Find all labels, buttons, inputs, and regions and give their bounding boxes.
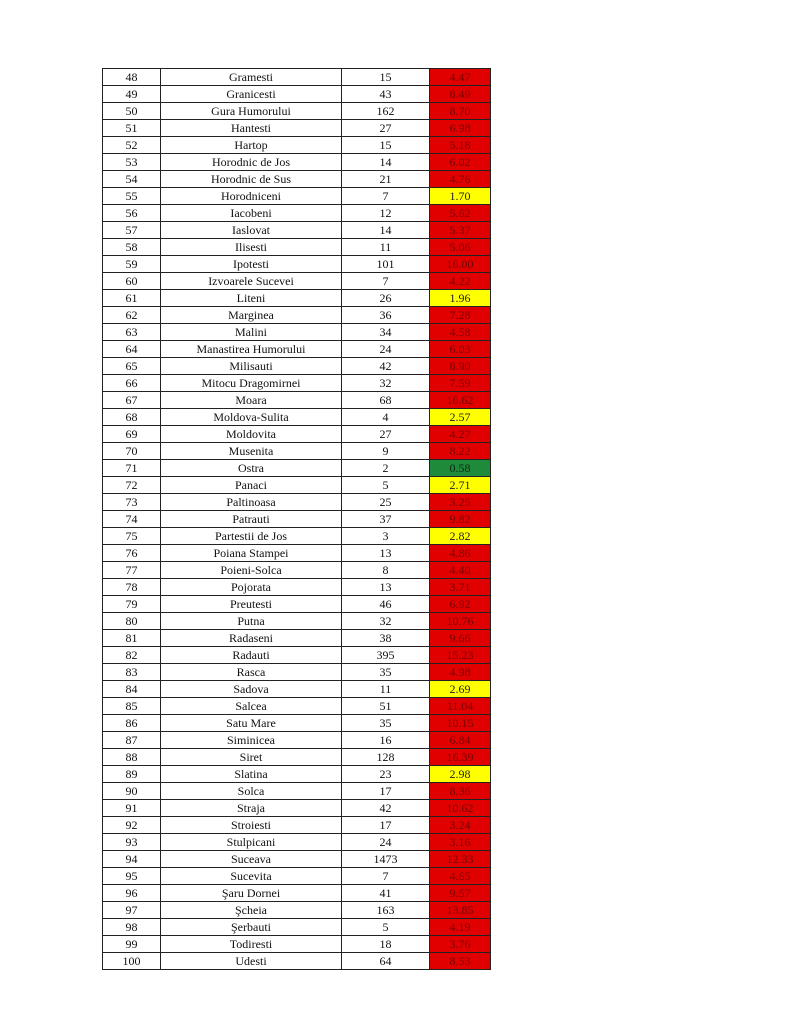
locality-name-cell: Iaslovat: [161, 222, 342, 239]
incidence-rate-cell: 9.66: [430, 630, 491, 647]
row-number-cell: 82: [103, 647, 161, 664]
locality-name-cell: Ilisesti: [161, 239, 342, 256]
data-table-container: [102, 68, 491, 970]
incidence-rate-cell: 8.36: [430, 783, 491, 800]
case-count-cell: 17: [342, 783, 430, 800]
incidence-rate-cell: 8.70: [430, 103, 491, 120]
locality-name-cell: Horodniceni: [161, 188, 342, 205]
incidence-rate-cell: 3.25: [430, 494, 491, 511]
table-row: [103, 120, 491, 137]
table-row: [103, 477, 491, 494]
table-row: [103, 409, 491, 426]
locality-name-cell: Gramesti: [161, 69, 342, 86]
locality-name-cell: Solca: [161, 783, 342, 800]
incidence-rate-cell: 5.18: [430, 137, 491, 154]
table-row: [103, 715, 491, 732]
locality-name-cell: Mitocu Dragomirnei: [161, 375, 342, 392]
locality-name-cell: Moldovita: [161, 426, 342, 443]
table-row: [103, 307, 491, 324]
table-row: [103, 324, 491, 341]
locality-name-cell: Malini: [161, 324, 342, 341]
incidence-rate-cell: 10.76: [430, 613, 491, 630]
locality-name-cell: Siminicea: [161, 732, 342, 749]
row-number-cell: 77: [103, 562, 161, 579]
table-row: [103, 596, 491, 613]
row-number-cell: 92: [103, 817, 161, 834]
row-number-cell: 55: [103, 188, 161, 205]
table-row: [103, 851, 491, 868]
case-count-cell: 7: [342, 273, 430, 290]
locality-name-cell: Hantesti: [161, 120, 342, 137]
locality-name-cell: Todiresti: [161, 936, 342, 953]
table-row: [103, 426, 491, 443]
table-row: [103, 834, 491, 851]
case-count-cell: 43: [342, 86, 430, 103]
incidence-rate-cell: 2.71: [430, 477, 491, 494]
row-number-cell: 87: [103, 732, 161, 749]
case-count-cell: 2: [342, 460, 430, 477]
case-count-cell: 5: [342, 477, 430, 494]
incidence-rate-cell: 8.53: [430, 953, 491, 970]
incidence-rate-cell: 1.96: [430, 290, 491, 307]
case-count-cell: 24: [342, 834, 430, 851]
row-number-cell: 78: [103, 579, 161, 596]
case-count-cell: 35: [342, 664, 430, 681]
incidence-rate-cell: 9.82: [430, 511, 491, 528]
case-count-cell: 24: [342, 341, 430, 358]
incidence-rate-cell: 4.47: [430, 69, 491, 86]
table-row: [103, 222, 491, 239]
incidence-rate-cell: 2.57: [430, 409, 491, 426]
case-count-cell: 7: [342, 188, 430, 205]
incidence-rate-cell: 4.19: [430, 919, 491, 936]
incidence-rate-cell: 2.69: [430, 681, 491, 698]
table-row: [103, 800, 491, 817]
case-count-cell: 42: [342, 358, 430, 375]
incidence-rate-cell: 4.22: [430, 273, 491, 290]
locality-name-cell: Şaru Dornei: [161, 885, 342, 902]
table-row: [103, 953, 491, 970]
locality-name-cell: Radauti: [161, 647, 342, 664]
locality-name-cell: Suceava: [161, 851, 342, 868]
case-count-cell: 7: [342, 868, 430, 885]
locality-name-cell: Stroiesti: [161, 817, 342, 834]
incidence-rate-cell: 6.02: [430, 154, 491, 171]
row-number-cell: 59: [103, 256, 161, 273]
row-number-cell: 69: [103, 426, 161, 443]
incidence-rate-cell: 3.16: [430, 834, 491, 851]
row-number-cell: 62: [103, 307, 161, 324]
incidence-rate-cell: 3.71: [430, 579, 491, 596]
case-count-cell: 13: [342, 579, 430, 596]
locality-name-cell: Izvoarele Sucevei: [161, 273, 342, 290]
incidence-rate-cell: 9.57: [430, 885, 491, 902]
locality-name-cell: Sucevita: [161, 868, 342, 885]
case-count-cell: 8: [342, 562, 430, 579]
locality-name-cell: Musenita: [161, 443, 342, 460]
row-number-cell: 95: [103, 868, 161, 885]
row-number-cell: 52: [103, 137, 161, 154]
table-row: [103, 511, 491, 528]
case-count-cell: 25: [342, 494, 430, 511]
incidence-rate-cell: 4.98: [430, 664, 491, 681]
row-number-cell: 50: [103, 103, 161, 120]
locality-name-cell: Partestii de Jos: [161, 528, 342, 545]
case-count-cell: 13: [342, 545, 430, 562]
locality-name-cell: Panaci: [161, 477, 342, 494]
row-number-cell: 70: [103, 443, 161, 460]
case-count-cell: 15: [342, 137, 430, 154]
row-number-cell: 96: [103, 885, 161, 902]
locality-name-cell: Pojorata: [161, 579, 342, 596]
table-row: [103, 239, 491, 256]
case-count-cell: 37: [342, 511, 430, 528]
locality-name-cell: Slatina: [161, 766, 342, 783]
row-number-cell: 64: [103, 341, 161, 358]
locality-name-cell: Liteni: [161, 290, 342, 307]
table-row: [103, 562, 491, 579]
row-number-cell: 94: [103, 851, 161, 868]
row-number-cell: 66: [103, 375, 161, 392]
row-number-cell: 48: [103, 69, 161, 86]
table-row: [103, 86, 491, 103]
locality-name-cell: Ipotesti: [161, 256, 342, 273]
locality-name-cell: Patrauti: [161, 511, 342, 528]
incidence-rate-cell: 16.00: [430, 256, 491, 273]
case-count-cell: 32: [342, 613, 430, 630]
table-row: [103, 392, 491, 409]
locality-name-cell: Moara: [161, 392, 342, 409]
incidence-rate-cell: 1.70: [430, 188, 491, 205]
case-count-cell: 21: [342, 171, 430, 188]
incidence-rate-cell: 4.86: [430, 545, 491, 562]
row-number-cell: 99: [103, 936, 161, 953]
row-number-cell: 84: [103, 681, 161, 698]
locality-name-cell: Marginea: [161, 307, 342, 324]
case-count-cell: 11: [342, 681, 430, 698]
locality-name-cell: Preutesti: [161, 596, 342, 613]
row-number-cell: 80: [103, 613, 161, 630]
case-count-cell: 14: [342, 222, 430, 239]
table-row: [103, 171, 491, 188]
row-number-cell: 93: [103, 834, 161, 851]
table-row: [103, 205, 491, 222]
case-count-cell: 162: [342, 103, 430, 120]
locality-name-cell: Ostra: [161, 460, 342, 477]
row-number-cell: 68: [103, 409, 161, 426]
row-number-cell: 67: [103, 392, 161, 409]
row-number-cell: 81: [103, 630, 161, 647]
locality-name-cell: Moldova-Sulita: [161, 409, 342, 426]
table-row: [103, 256, 491, 273]
case-count-cell: 17: [342, 817, 430, 834]
case-count-cell: 15: [342, 69, 430, 86]
incidence-rate-cell: 8.90: [430, 358, 491, 375]
locality-name-cell: Granicesti: [161, 86, 342, 103]
case-count-cell: 101: [342, 256, 430, 273]
table-row: [103, 494, 491, 511]
row-number-cell: 58: [103, 239, 161, 256]
table-row: [103, 154, 491, 171]
locality-name-cell: Poieni-Solca: [161, 562, 342, 579]
row-number-cell: 89: [103, 766, 161, 783]
case-count-cell: 41: [342, 885, 430, 902]
locality-name-cell: Salcea: [161, 698, 342, 715]
incidence-rate-cell: 10.62: [430, 800, 491, 817]
table-row: [103, 919, 491, 936]
case-count-cell: 36: [342, 307, 430, 324]
table-row: [103, 375, 491, 392]
table-row: [103, 885, 491, 902]
locality-name-cell: Horodnic de Sus: [161, 171, 342, 188]
row-number-cell: 56: [103, 205, 161, 222]
table-row: [103, 749, 491, 766]
row-number-cell: 51: [103, 120, 161, 137]
table-row: [103, 103, 491, 120]
table-row: [103, 647, 491, 664]
incidence-rate-cell: 6.84: [430, 732, 491, 749]
locality-name-cell: Udesti: [161, 953, 342, 970]
row-number-cell: 53: [103, 154, 161, 171]
case-count-cell: 35: [342, 715, 430, 732]
locality-name-cell: Horodnic de Jos: [161, 154, 342, 171]
case-count-cell: 42: [342, 800, 430, 817]
case-count-cell: 38: [342, 630, 430, 647]
row-number-cell: 91: [103, 800, 161, 817]
row-number-cell: 76: [103, 545, 161, 562]
row-number-cell: 61: [103, 290, 161, 307]
row-number-cell: 85: [103, 698, 161, 715]
incidence-rate-cell: 6.03: [430, 341, 491, 358]
case-count-cell: 27: [342, 120, 430, 137]
incidence-rate-cell: 4.65: [430, 868, 491, 885]
locality-name-cell: Stulpicani: [161, 834, 342, 851]
row-number-cell: 90: [103, 783, 161, 800]
incidence-rate-cell: 6.92: [430, 596, 491, 613]
row-number-cell: 79: [103, 596, 161, 613]
case-count-cell: 11: [342, 239, 430, 256]
case-count-cell: 18: [342, 936, 430, 953]
table-row: [103, 902, 491, 919]
incidence-rate-cell: 12.33: [430, 851, 491, 868]
locality-name-cell: Poiana Stampei: [161, 545, 342, 562]
incidence-rate-cell: 8.49: [430, 86, 491, 103]
incidence-rate-cell: 7.28: [430, 307, 491, 324]
case-count-cell: 163: [342, 902, 430, 919]
locality-name-cell: Milisauti: [161, 358, 342, 375]
row-number-cell: 73: [103, 494, 161, 511]
table-row: [103, 681, 491, 698]
incidence-rate-cell: 16.39: [430, 749, 491, 766]
row-number-cell: 72: [103, 477, 161, 494]
case-count-cell: 395: [342, 647, 430, 664]
row-number-cell: 98: [103, 919, 161, 936]
row-number-cell: 88: [103, 749, 161, 766]
row-number-cell: 74: [103, 511, 161, 528]
table-row: [103, 460, 491, 477]
locality-name-cell: Siret: [161, 749, 342, 766]
row-number-cell: 83: [103, 664, 161, 681]
incidence-rate-cell: 3.76: [430, 936, 491, 953]
row-number-cell: 65: [103, 358, 161, 375]
table-row: [103, 545, 491, 562]
case-count-cell: 12: [342, 205, 430, 222]
case-count-cell: 23: [342, 766, 430, 783]
case-count-cell: 27: [342, 426, 430, 443]
incidence-rate-cell: 0.58: [430, 460, 491, 477]
locality-name-cell: Iacobeni: [161, 205, 342, 222]
incidence-rate-cell: 5.06: [430, 239, 491, 256]
table-row: [103, 290, 491, 307]
locality-name-cell: Paltinoasa: [161, 494, 342, 511]
incidence-rate-cell: 7.59: [430, 375, 491, 392]
locality-name-cell: Putna: [161, 613, 342, 630]
row-number-cell: 75: [103, 528, 161, 545]
table-row: [103, 137, 491, 154]
row-number-cell: 86: [103, 715, 161, 732]
table-row: [103, 613, 491, 630]
case-count-cell: 51: [342, 698, 430, 715]
table-body: [103, 69, 491, 970]
locality-name-cell: Rasca: [161, 664, 342, 681]
table-row: [103, 868, 491, 885]
case-count-cell: 9: [342, 443, 430, 460]
case-count-cell: 68: [342, 392, 430, 409]
case-count-cell: 5: [342, 919, 430, 936]
case-count-cell: 14: [342, 154, 430, 171]
case-count-cell: 32: [342, 375, 430, 392]
table-row: [103, 766, 491, 783]
case-count-cell: 128: [342, 749, 430, 766]
localities-table: [102, 68, 491, 970]
incidence-rate-cell: 5.37: [430, 222, 491, 239]
incidence-rate-cell: 4.27: [430, 426, 491, 443]
case-count-cell: 1473: [342, 851, 430, 868]
table-row: [103, 817, 491, 834]
incidence-rate-cell: 15.23: [430, 647, 491, 664]
incidence-rate-cell: 2.82: [430, 528, 491, 545]
case-count-cell: 34: [342, 324, 430, 341]
locality-name-cell: Radaseni: [161, 630, 342, 647]
incidence-rate-cell: 13.85: [430, 902, 491, 919]
locality-name-cell: Sadova: [161, 681, 342, 698]
incidence-rate-cell: 8.22: [430, 443, 491, 460]
incidence-rate-cell: 3.24: [430, 817, 491, 834]
table-row: [103, 936, 491, 953]
table-row: [103, 732, 491, 749]
row-number-cell: 100: [103, 953, 161, 970]
table-row: [103, 528, 491, 545]
table-row: [103, 358, 491, 375]
locality-name-cell: Satu Mare: [161, 715, 342, 732]
incidence-rate-cell: 4.40: [430, 562, 491, 579]
incidence-rate-cell: 4.58: [430, 324, 491, 341]
table-row: [103, 579, 491, 596]
row-number-cell: 60: [103, 273, 161, 290]
table-row: [103, 273, 491, 290]
table-row: [103, 341, 491, 358]
table-row: [103, 698, 491, 715]
case-count-cell: 16: [342, 732, 430, 749]
table-row: [103, 630, 491, 647]
row-number-cell: 57: [103, 222, 161, 239]
case-count-cell: 3: [342, 528, 430, 545]
row-number-cell: 54: [103, 171, 161, 188]
row-number-cell: 49: [103, 86, 161, 103]
locality-name-cell: Şerbauti: [161, 919, 342, 936]
incidence-rate-cell: 2.98: [430, 766, 491, 783]
incidence-rate-cell: 11.04: [430, 698, 491, 715]
incidence-rate-cell: 6.98: [430, 120, 491, 137]
locality-name-cell: Hartop: [161, 137, 342, 154]
table-row: [103, 69, 491, 86]
case-count-cell: 26: [342, 290, 430, 307]
incidence-rate-cell: 5.62: [430, 205, 491, 222]
locality-name-cell: Şcheia: [161, 902, 342, 919]
table-row: [103, 443, 491, 460]
row-number-cell: 97: [103, 902, 161, 919]
case-count-cell: 46: [342, 596, 430, 613]
incidence-rate-cell: 10.15: [430, 715, 491, 732]
row-number-cell: 71: [103, 460, 161, 477]
incidence-rate-cell: 16.62: [430, 392, 491, 409]
case-count-cell: 4: [342, 409, 430, 426]
table-row: [103, 783, 491, 800]
locality-name-cell: Manastirea Humorului: [161, 341, 342, 358]
table-row: [103, 188, 491, 205]
table-row: [103, 664, 491, 681]
case-count-cell: 64: [342, 953, 430, 970]
row-number-cell: 63: [103, 324, 161, 341]
incidence-rate-cell: 4.76: [430, 171, 491, 188]
locality-name-cell: Straja: [161, 800, 342, 817]
locality-name-cell: Gura Humorului: [161, 103, 342, 120]
